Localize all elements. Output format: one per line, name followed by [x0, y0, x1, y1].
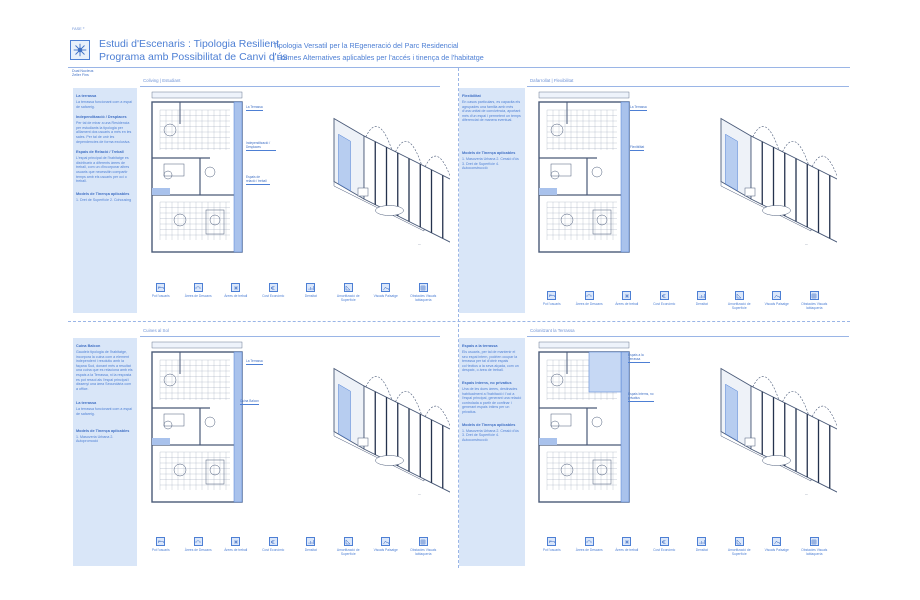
page-title-line2: Programa amb Possibilitat de Canvi d'ús	[99, 51, 288, 63]
icon-item	[330, 283, 368, 303]
sofa-icon	[585, 537, 594, 546]
annotation: Espais Interns, no privatius	[628, 393, 654, 402]
floor-plan	[152, 342, 242, 502]
icon-item	[758, 537, 796, 553]
icon-item	[367, 283, 405, 299]
bed-icon	[156, 283, 165, 292]
panel-title: Colonitzant la Terrassa	[530, 328, 575, 333]
axonometric-view	[721, 119, 837, 247]
logo	[70, 40, 90, 60]
landscape-icon	[772, 291, 781, 300]
icon-row-panel-1	[142, 283, 442, 313]
panel-title: Coliving | Estudiant	[143, 78, 181, 83]
side-head: La terrassa	[76, 401, 97, 406]
row-divider	[68, 321, 850, 322]
landscape-icon	[772, 537, 781, 546]
euro-icon	[660, 291, 669, 300]
annotation: Espais a la Terrassa	[628, 354, 650, 363]
drawing-panel-1	[140, 90, 450, 270]
icon-item	[292, 537, 330, 553]
euro-icon	[660, 537, 669, 546]
icon-label: Visuals Paisatge	[764, 548, 789, 552]
side-head: Models de Tinença aplicables	[462, 422, 516, 427]
side-text: 1. Masoveria Urbana 2. Autopromoció	[76, 434, 114, 444]
side-text: Per tal de mirar a una Residencia per estudiants la tipologia per aïllament dos usuaris a més en les sales. Per tal de unir les dependencies de forma exclusiva.	[76, 121, 132, 144]
bed-icon	[547, 291, 556, 300]
icon-item	[683, 291, 721, 307]
drawing-panel-2	[140, 340, 450, 520]
icon-item	[683, 537, 721, 553]
drawing-panel-4	[527, 340, 837, 520]
area-icon	[735, 537, 744, 546]
icon-item	[533, 291, 571, 307]
annotation: La Terrassa	[246, 106, 263, 111]
icon-item	[571, 291, 609, 307]
icon-item	[533, 537, 571, 553]
floor-plan	[539, 342, 629, 502]
bars-icon	[306, 283, 315, 292]
axonometric-view	[334, 119, 450, 247]
icon-row-panel-4	[533, 537, 833, 567]
bars-icon	[697, 291, 706, 300]
annotation: Flexibilitat	[630, 146, 644, 151]
landscape-icon	[381, 283, 390, 292]
side-text: Els usuaris, per tal de mantenir el seu espai intern, podrien ocupar la terrassa per tal d'obrir espais col·lectius a la seva alçada, com un despatx, o àrea de treball.	[462, 350, 519, 373]
window-icon	[419, 537, 428, 546]
icon-item	[330, 537, 368, 557]
icon-label: Àrees de treball	[615, 548, 639, 552]
icon-item	[255, 537, 293, 553]
icon-label: Visuals Paisatge	[373, 548, 398, 552]
icon-label: Cost Econòmic	[262, 548, 285, 552]
svg-text:—: —	[418, 492, 421, 496]
side-head: Espais a la terrassa	[462, 344, 498, 348]
panel-rule	[140, 86, 440, 87]
icon-item	[292, 283, 330, 299]
header-rule	[68, 67, 850, 68]
panel-rule	[140, 336, 440, 337]
side-head: Espais de Relació / Treball	[76, 150, 124, 155]
dual-label-2: Zeller Fins	[72, 73, 89, 77]
side-text: La terrassa funcionant com a espai de safareig.	[76, 407, 132, 416]
sofa-icon	[194, 283, 203, 292]
icon-label: Amortització de Superfície	[336, 548, 360, 556]
icon-label: Densitat	[304, 294, 317, 298]
icon-item	[142, 283, 180, 299]
side-head: Cuina Balcon	[76, 344, 101, 348]
icon-label: Obstacles Visuals Iablaquería	[410, 548, 437, 556]
gear-icon	[622, 537, 631, 546]
euro-icon	[269, 537, 278, 546]
window-icon	[810, 537, 819, 546]
bars-icon	[697, 537, 706, 546]
side-head: Models de Tinença aplicables	[76, 191, 130, 196]
side-text: La terrassa funcionant com a espai de safareig.	[76, 100, 132, 109]
icon-label: Àrees de treball	[615, 302, 639, 306]
icon-label: Àrees de Descans	[184, 548, 212, 552]
area-icon	[735, 291, 744, 300]
annotation: Cuina Balcon	[240, 400, 259, 405]
icon-item	[758, 291, 796, 307]
side-text: Una de les dues àrees, destinades habitualment a l'habitació i l'oci a l'espai principal, generant una relació controlada a partir de confinar i generant espais íntims per un privatius.	[462, 386, 522, 414]
icon-label: Densitat	[304, 548, 317, 552]
icon-label: Pot l'usuaris	[151, 548, 170, 552]
side-text: Gaudeix tipologia de l'habitatge, incorpora la cuina com a element independent i resolutiu amb la façana Sud, donant més a resultat una cuina que es relaciona amb els espais a la Terrassa, ni la resposta es pot ressol als l'espai principal i dissenyi una àrea Secundària com a office.	[76, 350, 133, 391]
icon-label: Amortització de Superfície	[727, 548, 751, 556]
axonometric-view	[334, 369, 450, 497]
icon-item	[608, 291, 646, 307]
bed-icon	[547, 537, 556, 546]
icon-item	[646, 537, 684, 553]
gear-icon	[231, 283, 240, 292]
icon-label: Densitat	[695, 548, 708, 552]
landscape-icon	[381, 537, 390, 546]
page-subtitle-line2: | Formes Alternatives aplicables per l'accés i tinença de l'habitatge	[273, 53, 484, 62]
sofa-icon	[194, 537, 203, 546]
icon-label: Pot l'usuaris	[151, 294, 170, 298]
icon-label: Amortització de Superfície	[336, 294, 360, 302]
side-text: 1. Masoveria Urbana 2. Cessió d'ús 3. Dret de Superfície 4. Autoconstrucció	[462, 428, 519, 442]
side-head: Flexibilitat	[462, 94, 481, 98]
icon-label: Densitat	[695, 302, 708, 306]
icon-label: Cost Econòmic	[653, 302, 676, 306]
icon-item	[255, 283, 293, 299]
icon-label: Visuals Paisatge	[373, 294, 398, 298]
area-icon	[344, 283, 353, 292]
icon-row-panel-2	[142, 537, 442, 567]
panel-title: Dafarrollat | Flexibilitat	[530, 78, 574, 83]
icon-item	[796, 291, 834, 311]
side-head: Models de Tinença aplicables	[462, 150, 516, 155]
icon-label: Àrees de treball	[224, 294, 248, 298]
icon-item	[796, 537, 834, 557]
icon-label: Àrees de Descans	[575, 302, 603, 306]
icon-label: Cost Econòmic	[262, 294, 285, 298]
dual-label-1: Dual Nucleus	[72, 69, 94, 73]
icon-label: Visuals Paisatge	[764, 302, 789, 306]
panel-rule	[527, 336, 849, 337]
bed-icon	[156, 537, 165, 546]
svg-text:—: —	[805, 242, 808, 246]
area-icon	[344, 537, 353, 546]
annotation: Espais de relació / treball	[246, 176, 270, 185]
icon-row-panel-3	[533, 291, 833, 321]
euro-icon	[269, 283, 278, 292]
icon-item	[721, 537, 759, 557]
side-text: 1. Masoveria Urbana 2. Cessió d'ús 3. Dret de Superfície 4. Autoconstrucció	[462, 156, 519, 171]
icon-item	[180, 283, 218, 299]
side-head: Espais Interns, no privatius	[462, 380, 512, 385]
floor-plan	[539, 92, 629, 252]
side-head: Independització / Desplaces	[76, 115, 127, 120]
panel-title: Cuines al Sol	[143, 328, 169, 333]
icon-item	[608, 537, 646, 553]
icon-label: Amortització de Superfície	[727, 302, 751, 310]
snowflake-icon	[71, 41, 89, 59]
icon-item	[721, 291, 759, 311]
icon-item	[405, 283, 443, 303]
icon-label: Cost Econòmic	[653, 548, 676, 552]
sofa-icon	[585, 291, 594, 300]
icon-label: Àrees de treball	[224, 548, 248, 552]
icon-label: Àrees de Descans	[184, 294, 212, 298]
annotation: La Terrassa	[630, 106, 647, 111]
panel-rule	[527, 86, 849, 87]
drawing-panel-3	[527, 90, 837, 270]
icon-item	[571, 537, 609, 553]
annotation: Independització / Desplaces	[246, 142, 276, 151]
window-icon	[419, 283, 428, 292]
icon-item	[180, 537, 218, 553]
phase-label: FASE ⁰	[72, 27, 85, 31]
side-text: L'espai principal de l'habitatge es distribueix a diferents àrees de treball, com un d'incorporar altres usuaris que necessitin compartir temps amb els usuaris per oci o treball.	[76, 156, 130, 184]
window-icon	[810, 291, 819, 300]
page-subtitle: Tipologia Versatil per la REgeneració del Parc Residencial	[273, 41, 459, 50]
axonometric-view	[721, 369, 837, 497]
svg-text:—: —	[418, 242, 421, 246]
annotation: La Terrassa	[246, 360, 263, 365]
icon-item	[217, 283, 255, 299]
icon-item	[646, 291, 684, 307]
gear-icon	[622, 291, 631, 300]
icon-label: Pot l'usuaris	[542, 548, 561, 552]
side-head: La terrassa	[76, 94, 97, 98]
floor-plan	[152, 92, 242, 252]
side-text: 1. Dret de Superfície 2. Cohousing	[76, 197, 132, 202]
icon-item	[367, 537, 405, 553]
gear-icon	[231, 537, 240, 546]
icon-label: Àrees de Descans	[575, 548, 603, 552]
icon-item	[405, 537, 443, 557]
side-head: Models de Tinença aplicables	[76, 428, 130, 433]
side-text: En casos particulars, es capacita els agrupades una familia amb més d'una unitat de convivència, aportant més d'un espai i permetent un temps diferenciat de manera eventual.	[462, 100, 521, 123]
svg-text:—: —	[805, 492, 808, 496]
page-title: Estudi d'Escenaris : Tipologia Resilient	[99, 38, 280, 50]
icon-item	[217, 537, 255, 553]
icon-label: Pot l'usuaris	[542, 302, 561, 306]
icon-label: Obstacles Visuals Iablaquería	[410, 294, 437, 302]
icon-label: Obstacles Visuals Iablaquería	[801, 548, 828, 556]
icon-label: Obstacles Visuals Iablaquería	[801, 302, 828, 310]
bars-icon	[306, 537, 315, 546]
icon-item	[142, 537, 180, 553]
